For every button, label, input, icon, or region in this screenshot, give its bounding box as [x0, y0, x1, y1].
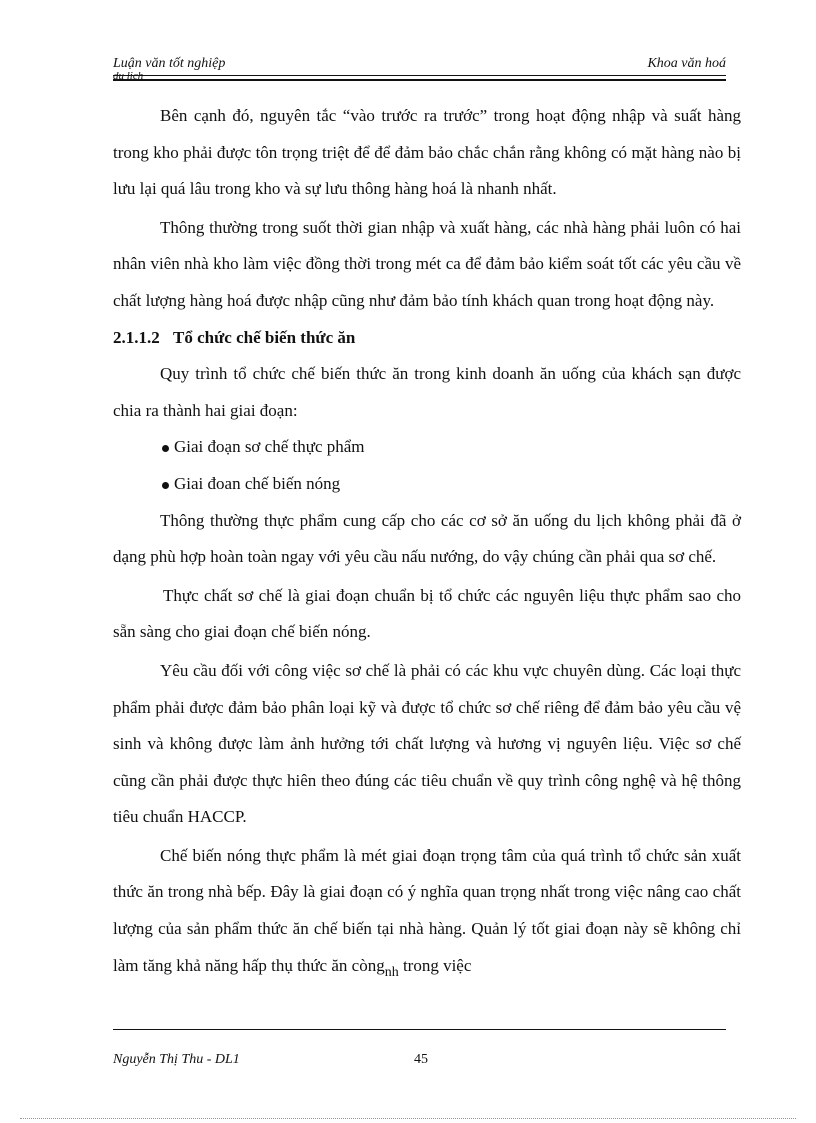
- paragraph-3: Quy trình tổ chức chế biến thức ăn trong kinh doanh ăn uống của khách sạn được chia ra thành hai giai đoạn:: [113, 364, 741, 420]
- paragraph-5: Thực chất sơ chế là giai đoạn chuẩn bị tổ chức các nguyên liệu thực phẩm sao cho sẵn sàng cho giai đoạn chế biến nóng.: [113, 585, 741, 642]
- section-number: 2.1.1.2: [113, 327, 160, 347]
- paragraph-7-tail: trong việc: [398, 955, 472, 975]
- list-item: [113, 429, 741, 466]
- page-number: 45: [414, 1052, 428, 1067]
- paragraph-7-subscript: nh: [384, 964, 399, 980]
- page-body: [113, 98, 741, 986]
- page-edge-dotted-line: [20, 1118, 796, 1119]
- header-rule-thin: [113, 75, 726, 76]
- footer-rule: [113, 1029, 726, 1030]
- paragraph-4: Thông thường thực phẩm cung cấp cho các cơ sở ăn uống du lịch không phải đã ở dạng phù hợp hoàn toàn ngay với yêu cầu nấu nướng, do vậy chúng cần phải qua sơ chế.: [113, 510, 741, 567]
- header-left: [113, 56, 225, 81]
- section-heading: [113, 320, 741, 357]
- list-item-text: Giai đoạn sơ chế thực phẩm: [174, 437, 365, 457]
- paragraph-1: Bên cạnh đó, nguyên tắc “vào trước ra trước” trong hoạt động nhập và suất hàng trong kho phải được tôn trọng triệt để để đảm bảo chắc chắn rằng không có mặt hàng nào bị lưu lại quá lâu trong kho và sự lưu thông hàng hoá là nhanh nhất.: [113, 106, 741, 199]
- header-rule-thick: [113, 79, 726, 81]
- paragraph-2: Thông thường trong suốt thời gian nhập và xuất hàng, các nhà hàng phải luôn có hai nhân viên nhà kho làm việc đồng thời trong mét ca để đảm bảo kiểm soát tốt các yêu cầu về chất lượng hàng hoá được nhập cũng như đảm bảo tính khách quan trong hoạt động này.: [113, 217, 741, 310]
- bullet-icon: [162, 482, 169, 489]
- header-faculty-label: Khoa văn hoá: [647, 56, 726, 71]
- paragraph-7-text: Chế biến nóng thực phẩm là mét giai đoạn trọng tâm của quá trình tổ chức sản xuất thức ăn trong nhà bếp. Đây là giai đoạn có ý nghĩa quan trọng nhất trong việc nâng cao chất lượng của sản phẩm thức ăn chế biến tại nhà hàng. Quản lý tốt giai đoạn này sẽ không chỉ làm tăng khả năng hấp thụ thức ăn còng: [113, 845, 741, 975]
- header-thesis-label: Luận văn tốt nghiệp: [113, 56, 226, 71]
- section-title: Tổ chức chế biến thức ăn: [173, 327, 356, 347]
- list-item-text: Giai đoan chế biến nóng: [174, 473, 341, 493]
- footer-author: Nguyễn Thị Thu - DL1: [113, 1052, 240, 1067]
- paragraph-6: Yêu cầu đối với công việc sơ chế là phải có các khu vực chuyên dùng. Các loại thực phẩm phải được đảm bảo phân loại kỹ và được tổ chức sơ chế riêng để đảm bảo yêu cầu vệ sinh và không được làm ảnh hưởng tới chất lượng và hương vị nguyên liệu. Việc sơ chế cũng cần phải được thực hiên theo đúng các tiêu chuẩn về quy trình công nghệ và hệ thông tiêu chuẩn HACCP.: [113, 660, 741, 827]
- list-item: [113, 466, 741, 503]
- paragraph-7: [113, 838, 741, 986]
- header-field-label: du lịch: [113, 70, 144, 82]
